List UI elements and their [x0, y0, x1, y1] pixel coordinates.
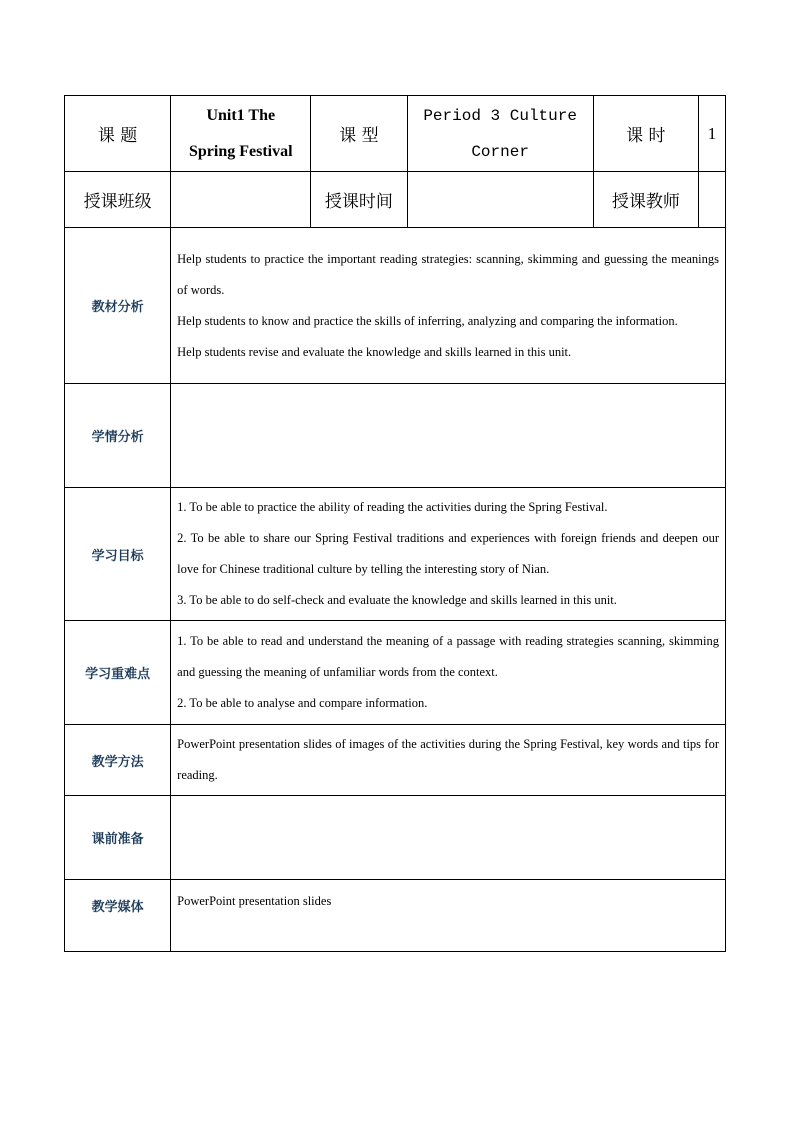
section-row-preparation: [65, 796, 726, 880]
section-row-textbook-analysis: [65, 228, 726, 384]
topic-label-cell: [65, 96, 171, 172]
section-label-cell: [65, 384, 171, 488]
topic-value-line1: Unit1 The: [206, 106, 276, 124]
teacher-value-cell: [698, 172, 725, 228]
section-label: 教材分析: [91, 300, 144, 315]
section-label-cell: [65, 725, 171, 796]
section-content: [171, 384, 726, 488]
section-content: [171, 796, 726, 880]
section-line: 2. To be able to share our Spring Festival traditions and experiences with foreign friends and deepen our love for Chinese traditional culture by telling the interesting story of Nian.: [177, 531, 719, 576]
class-label-cell: [65, 172, 171, 228]
section-line: 3. To be able to do self-check and evaluate the knowledge and skills learned in this unit.: [177, 593, 617, 607]
header-row-class: [65, 172, 726, 228]
type-value-line1: Period 3 Culture: [423, 106, 577, 125]
section-label: 学情分析: [91, 430, 144, 445]
section-label-cell: [65, 796, 171, 880]
section-label-cell: [65, 228, 171, 384]
section-label: 教学媒体: [91, 900, 144, 915]
section-content: [171, 621, 726, 725]
header-row-topic: [65, 96, 726, 172]
section-label: 课前准备: [91, 832, 144, 847]
type-label: 课 型: [339, 126, 379, 146]
section-content: [171, 488, 726, 621]
section-row-student-analysis: [65, 384, 726, 488]
hours-value-cell: [698, 96, 725, 172]
section-row-key-difficulties: [65, 621, 726, 725]
hours-value: 1: [707, 123, 717, 143]
section-label-cell: [65, 880, 171, 952]
section-row-teaching-methods: [65, 725, 726, 796]
time-label: 授课时间: [324, 192, 393, 212]
section-row-learning-objectives: [65, 488, 726, 621]
topic-value-cell: [171, 96, 311, 172]
section-label: 学习重难点: [85, 667, 151, 682]
topic-value-line2: Spring Festival: [188, 142, 293, 160]
type-label-cell: [311, 96, 407, 172]
type-value-cell: [407, 96, 593, 172]
hours-label-cell: [593, 96, 698, 172]
section-line: Help students revise and evaluate the knowledge and skills learned in this unit.: [177, 344, 572, 359]
section-line: 1. To be able to read and understand the meaning of a passage with reading strategies scanning, skimming and guessing the meaning of unfamiliar words from the context.: [177, 634, 719, 679]
type-value-line2: Corner: [471, 142, 529, 161]
section-line: PowerPoint presentation slides: [177, 894, 332, 908]
section-content: [171, 228, 726, 384]
section-label: 教学方法: [91, 754, 144, 770]
class-label: 授课班级: [83, 192, 152, 212]
section-row-media: [65, 880, 726, 952]
hours-label: 课 时: [626, 126, 666, 146]
time-label-cell: [311, 172, 407, 228]
topic-label: 课 题: [97, 126, 138, 146]
teacher-label: 授课教师: [611, 192, 680, 212]
section-content: [171, 880, 726, 952]
section-line: 2. To be able to analyse and compare information.: [177, 696, 428, 710]
section-label-cell: [65, 488, 171, 621]
section-label-cell: [65, 621, 171, 725]
section-line: Help students to know and practice the skills of inferring, analyzing and comparing the information.: [177, 313, 678, 328]
section-line: Help students to practice the important reading strategies: scanning, skimming and guessing the meanings of words.: [177, 251, 719, 297]
teacher-label-cell: [593, 172, 698, 228]
section-line: PowerPoint presentation slides of images of the activities during the Spring Festival, key words and tips for reading.: [177, 737, 719, 782]
section-line: 1. To be able to practice the ability of reading the activities during the Spring Festival.: [177, 500, 608, 514]
lesson-plan-table: [64, 95, 726, 952]
time-value-cell: [407, 172, 593, 228]
section-content: [171, 725, 726, 796]
class-value-cell: [171, 172, 311, 228]
section-label: 学习目标: [91, 548, 144, 564]
